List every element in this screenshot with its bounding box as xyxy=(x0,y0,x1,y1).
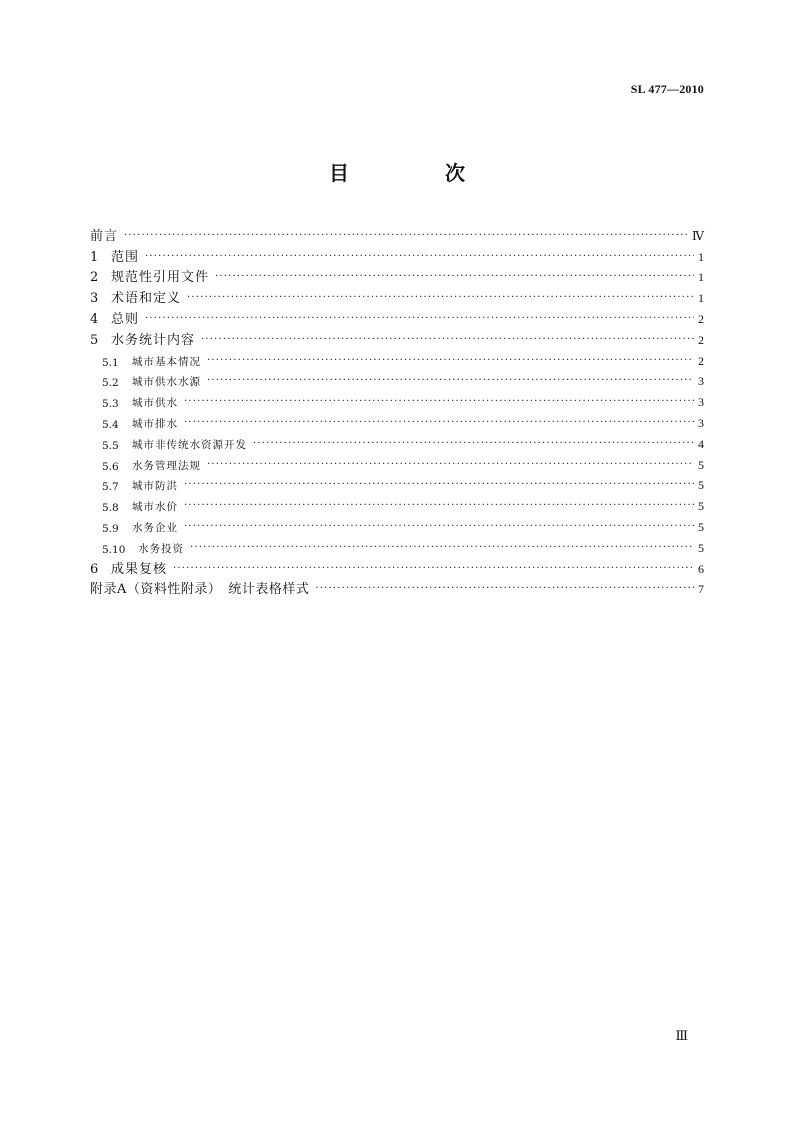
toc-entry[interactable] xyxy=(90,348,704,369)
toc-entry[interactable] xyxy=(90,369,704,390)
toc-entry-title: 规范性引用文件 xyxy=(111,270,210,286)
toc-entry-page: 2 xyxy=(698,311,704,326)
toc-entry[interactable] xyxy=(90,431,704,452)
toc-entry-title: 水务投资 xyxy=(138,542,184,555)
toc-leader-dots xyxy=(145,252,694,265)
toc-entry-title: 附录A（资料性附录） 统计表格样式 xyxy=(90,582,310,598)
toc-entry-number: 5.9 xyxy=(102,522,119,535)
toc-entry-page: 5 xyxy=(698,499,704,514)
toc-entry[interactable] xyxy=(90,306,704,327)
toc-entry-page: Ⅳ xyxy=(692,228,704,243)
toc-entry[interactable] xyxy=(90,327,704,348)
toc-entry-title: 水务企业 xyxy=(132,521,178,534)
toc-entry-page: 4 xyxy=(698,436,704,451)
toc-entry-page: 3 xyxy=(698,374,704,389)
page-number: Ⅲ xyxy=(675,1028,688,1043)
toc-entry-title: 术语和定义 xyxy=(111,291,182,307)
toc-leader-dots xyxy=(215,272,694,285)
toc-entry[interactable] xyxy=(90,452,704,473)
toc-leader-dots xyxy=(207,460,694,473)
toc-entry-title: 城市排水 xyxy=(132,417,178,430)
toc-entry-number: 5.4 xyxy=(102,418,119,431)
table-of-contents xyxy=(90,223,704,597)
toc-entry-title: 城市水价 xyxy=(132,501,178,514)
toc-entry-number: 5.2 xyxy=(102,377,119,390)
toc-entry[interactable] xyxy=(90,265,704,286)
toc-leader-dots xyxy=(184,418,694,431)
toc-entry-page: 5 xyxy=(698,540,704,555)
toc-entry[interactable] xyxy=(90,389,704,410)
toc-entry[interactable] xyxy=(90,285,704,306)
toc-leader-dots xyxy=(207,376,694,389)
toc-entry-title: 城市非传统水资源开发 xyxy=(132,438,247,451)
toc-leader-dots xyxy=(207,356,694,369)
toc-leader-dots xyxy=(124,231,688,244)
toc-entry-title: 水务管理法规 xyxy=(132,459,201,472)
toc-leader-dots xyxy=(173,564,694,577)
toc-entry-number: 5.1 xyxy=(102,356,119,369)
page-title: 目 次 xyxy=(329,161,503,185)
toc-entry[interactable] xyxy=(90,223,704,244)
toc-entry-number: 2 xyxy=(90,270,99,286)
toc-entry[interactable] xyxy=(90,244,704,265)
toc-entry-page: 3 xyxy=(698,395,704,410)
toc-entry-number: 5.6 xyxy=(102,460,119,473)
toc-entry[interactable] xyxy=(90,535,704,556)
toc-entry[interactable] xyxy=(90,473,704,494)
toc-entry-page: 1 xyxy=(698,249,704,264)
toc-entry-title: 城市基本情况 xyxy=(132,355,201,368)
toc-entry[interactable] xyxy=(90,556,704,577)
toc-entry-number: 5.7 xyxy=(102,481,119,494)
toc-entry-title: 前言 xyxy=(90,228,119,244)
toc-entry-page: 3 xyxy=(698,415,704,430)
toc-entry-title: 总则 xyxy=(111,311,140,327)
toc-entry-page: 1 xyxy=(698,270,704,285)
toc-entry-page: 6 xyxy=(698,561,704,576)
toc-entry-page: 2 xyxy=(698,353,704,368)
toc-entry[interactable] xyxy=(90,493,704,514)
toc-leader-dots xyxy=(201,335,694,348)
toc-entry-title: 城市供水水源 xyxy=(132,376,201,389)
toc-leader-dots xyxy=(184,522,694,535)
toc-leader-dots xyxy=(190,543,694,556)
toc-entry[interactable] xyxy=(90,410,704,431)
toc-leader-dots xyxy=(184,501,694,514)
toc-leader-dots xyxy=(315,584,694,597)
toc-entry-number: 5.10 xyxy=(102,543,126,556)
toc-entry-title: 成果复核 xyxy=(111,561,168,577)
toc-entry-page: 1 xyxy=(698,291,704,306)
toc-entry-page: 7 xyxy=(698,582,704,597)
toc-entry-number: 5.5 xyxy=(102,439,119,452)
toc-entry-page: 5 xyxy=(698,519,704,534)
toc-entry-number: 5.3 xyxy=(102,398,119,411)
toc-entry-title: 水务统计内容 xyxy=(111,332,196,348)
toc-entry-title: 范围 xyxy=(111,249,140,265)
toc-entry-title: 城市防洪 xyxy=(132,480,178,493)
toc-entry-page: 5 xyxy=(698,457,704,472)
toc-entry-page: 2 xyxy=(698,332,704,347)
toc-entry-number: 6 xyxy=(90,561,99,577)
toc-leader-dots xyxy=(253,439,694,452)
toc-leader-dots xyxy=(184,397,694,410)
toc-entry[interactable] xyxy=(90,514,704,535)
toc-leader-dots xyxy=(187,293,694,306)
toc-entry-number: 1 xyxy=(90,249,99,265)
toc-entry-number: 4 xyxy=(90,311,99,327)
toc-entry-number: 5 xyxy=(90,332,99,348)
toc-entry-number: 5.8 xyxy=(102,502,119,515)
toc-leader-dots xyxy=(145,314,694,327)
toc-entry[interactable] xyxy=(90,577,704,598)
standard-code: SL 477—2010 xyxy=(630,82,704,96)
toc-leader-dots xyxy=(184,480,694,493)
toc-entry-number: 3 xyxy=(90,291,99,307)
toc-entry-page: 5 xyxy=(698,478,704,493)
toc-entry-title: 城市供水 xyxy=(132,397,178,410)
